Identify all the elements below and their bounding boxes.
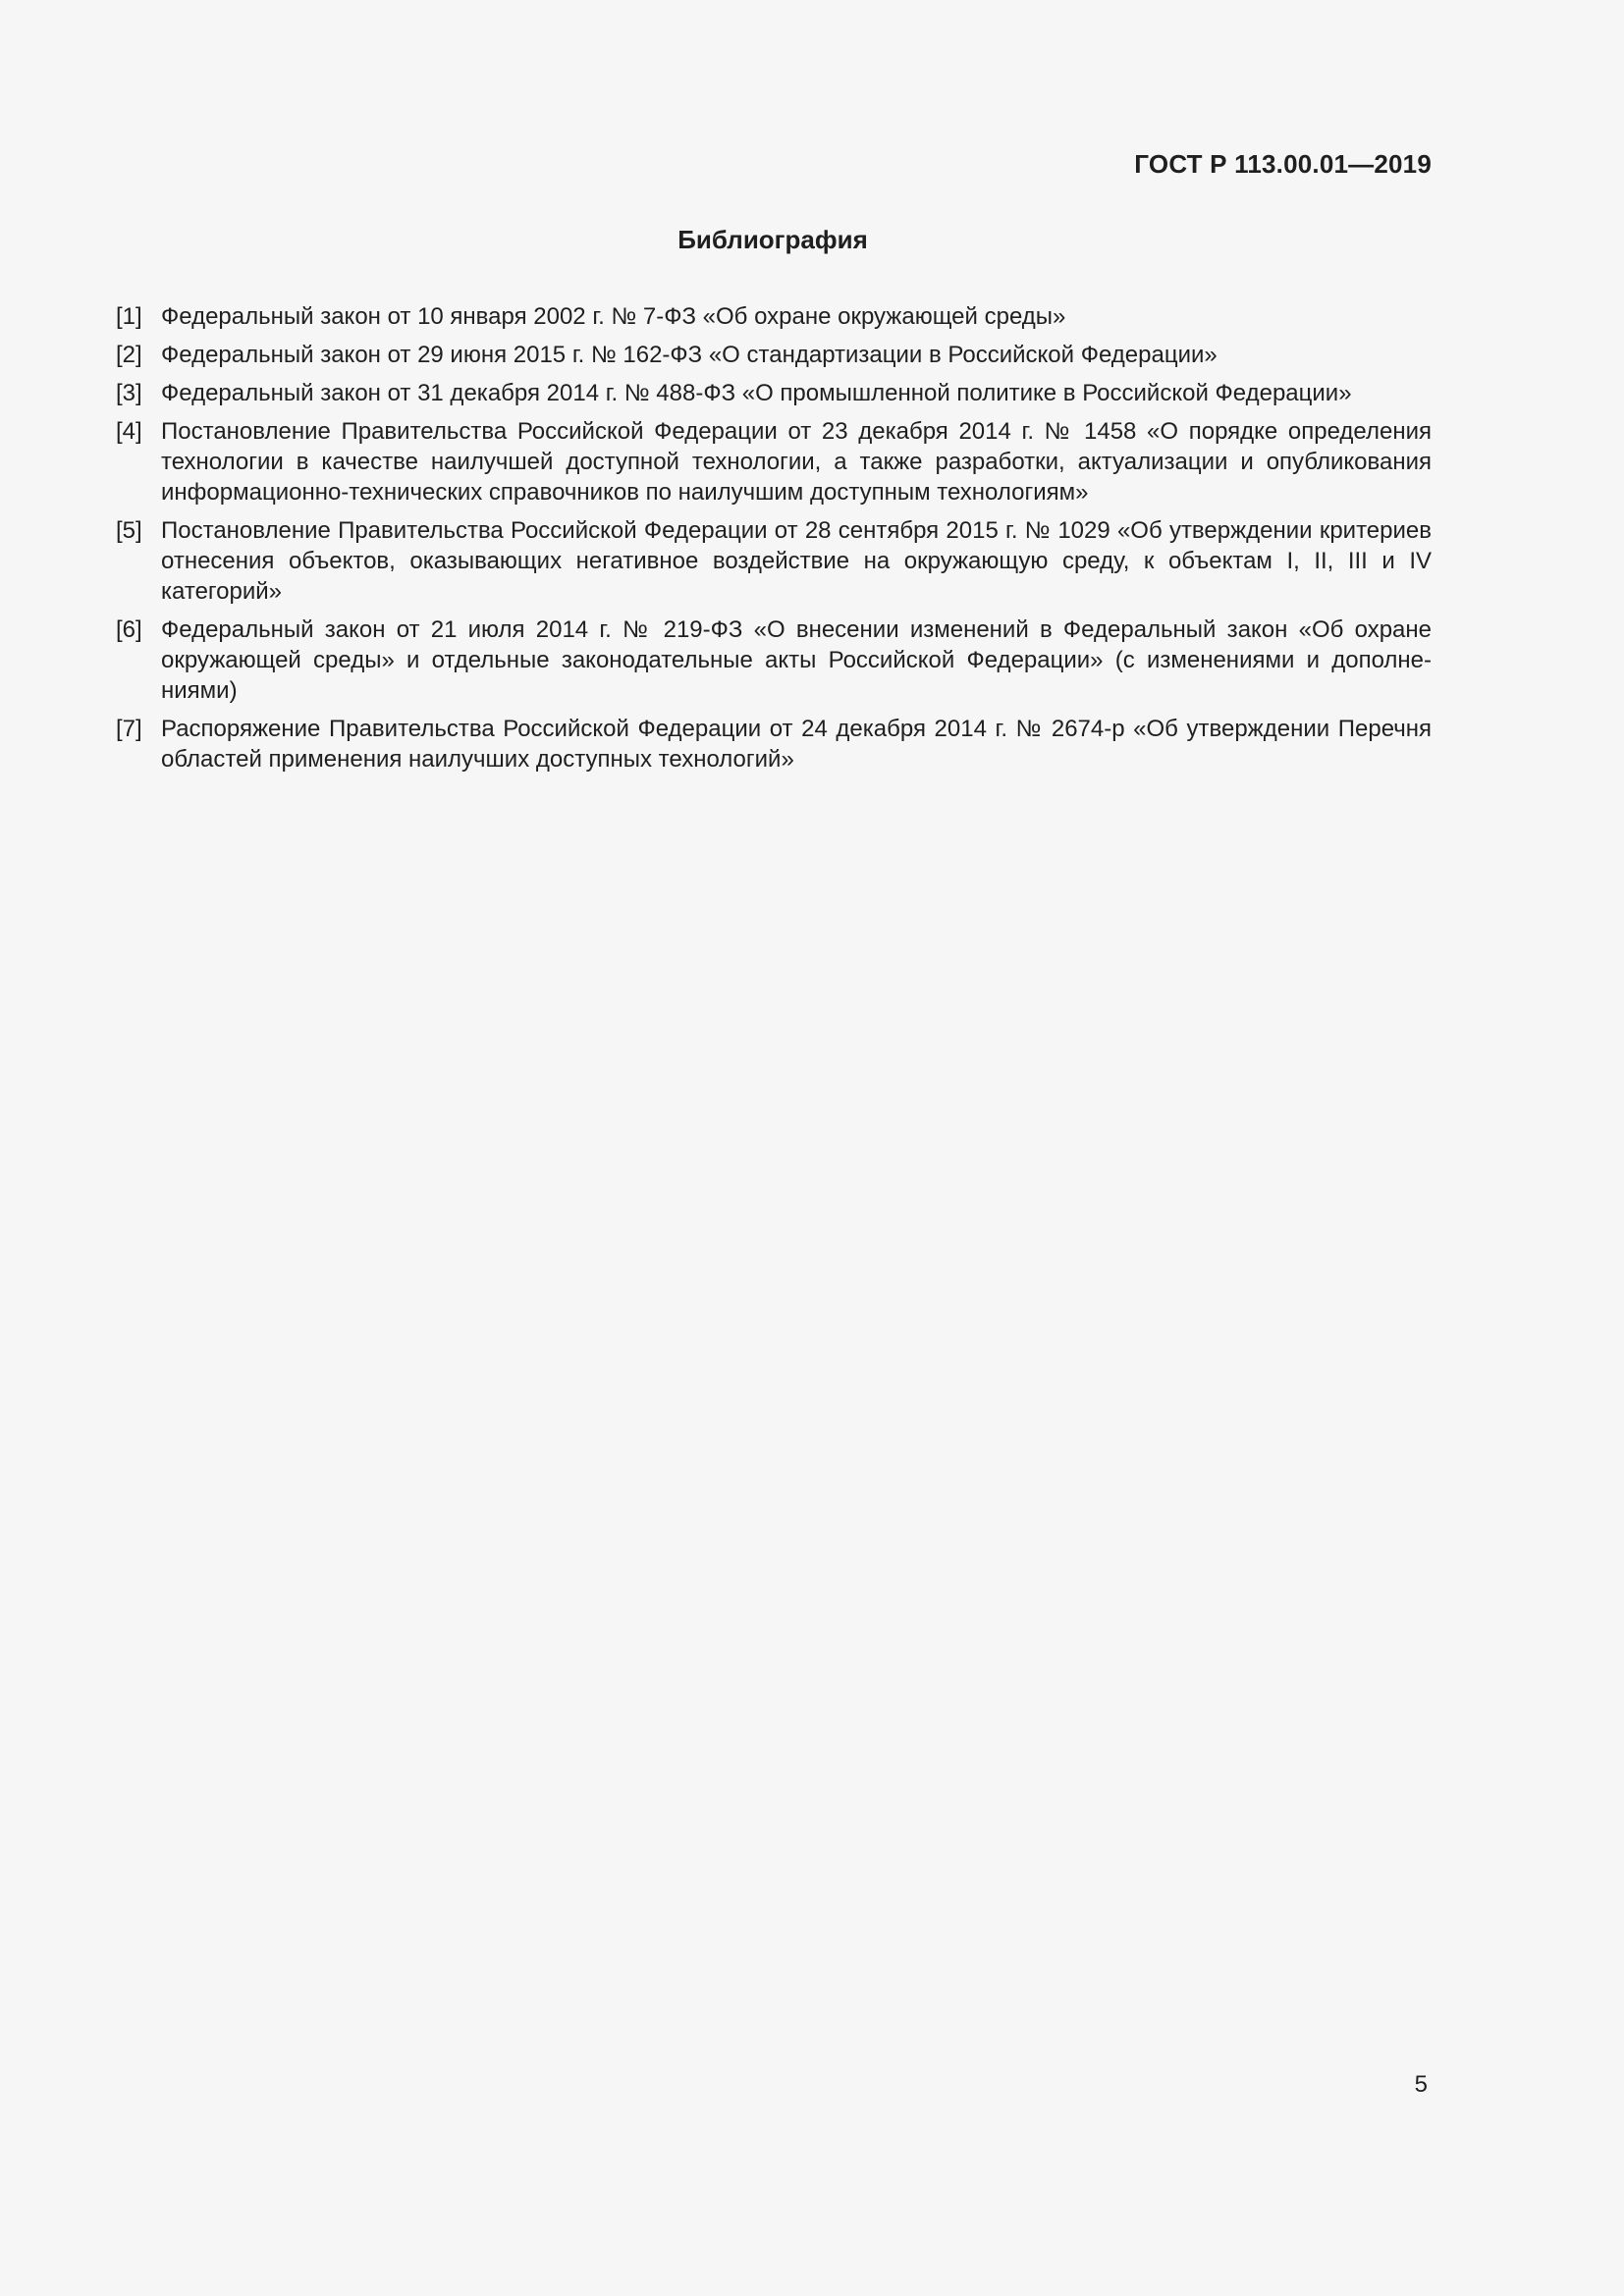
bibliography-item-number: [2]	[116, 342, 142, 368]
bibliography-item-1	[116, 301, 1432, 332]
bibliography-item-5	[116, 515, 1432, 607]
bibliography-item-7	[116, 714, 1432, 774]
bibliography-item-number: [1]	[116, 303, 142, 330]
bibliography-item-number: [5]	[116, 517, 142, 544]
bibliography-item-number: [4]	[116, 418, 142, 445]
bibliography-item-text: Федеральный закон от 29 июня 2015 г. № 162-ФЗ «О стандартизации в Российской Федерации»	[161, 342, 1218, 368]
bibliography-item-text: Постановление Правительства Российской Федерации от 23 декабря 2014 г. № 1458 «О порядке определения технологии в качестве наилучшей доступной технологии, а также разработки, актуализации и опубликования информационно-технических справочников по наилучшим доступным технологиям»	[161, 418, 1432, 506]
bibliography-item-number: [6]	[116, 616, 142, 643]
bibliography-item-6	[116, 614, 1432, 706]
bibliography-item-text: Федеральный закон от 21 июля 2014 г. № 219-ФЗ «О внесении изменений в Федеральный закон «Об охране окружающей среды» и отдельные законодательные акты Российской Федерации» (с изменениями и дополнениями)	[161, 616, 1432, 704]
bibliography-item-3	[116, 378, 1432, 408]
bibliography-list	[116, 301, 1432, 782]
bibliography-item-text: Постановление Правительства Российской Федерации от 28 сентября 2015 г. № 1029 «Об утверждении критериев отнесения объектов, оказывающих негативное воздействие на окружающую среду, к объектам I, II, III и IV категорий»	[161, 517, 1432, 605]
bibliography-item-text: Распоряжение Правительства Российской Федерации от 24 декабря 2014 г. № 2674-р «Об утверждении Перечня областей применения наилучших доступных технологий»	[161, 716, 1432, 773]
bibliography-item-4	[116, 416, 1432, 507]
bibliography-item-text: Федеральный закон от 10 января 2002 г. № 7-ФЗ «Об охране окружающей среды»	[161, 303, 1066, 330]
bibliography-title: Библиография	[677, 225, 868, 254]
bibliography-item-number: [3]	[116, 380, 142, 406]
bibliography-item-number: [7]	[116, 716, 142, 742]
bibliography-item-2	[116, 340, 1432, 370]
bibliography-item-text: Федеральный закон от 31 декабря 2014 г. № 488-ФЗ «О промышленной политике в Российской Федерации»	[161, 380, 1352, 406]
document-designation: ГОСТ Р 113.00.01—2019	[1134, 149, 1432, 179]
page-number: 5	[1414, 2071, 1428, 2098]
